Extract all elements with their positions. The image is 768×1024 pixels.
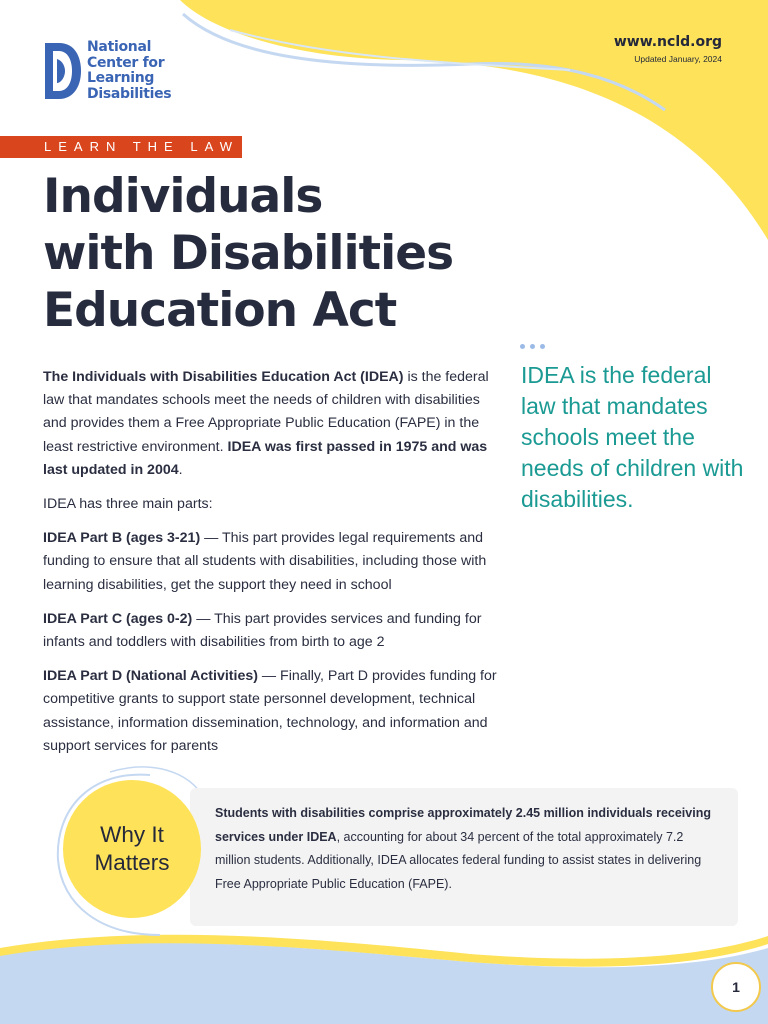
part-c-text: — This part provides services and funding for infants and toddlers with disabilities from birth to age 2 [43,610,482,651]
intro-paragraph [43,366,505,482]
part-b-paragraph [43,527,505,597]
logo-line: Disabilities [87,85,172,102]
intro-text-1: is the federal law that mandates schools meet the needs of children with disabilities and provides them a Free Appropriate Public Education (FAPE) in the least restrictive environment. [43,369,489,455]
why-it-matters-title [94,821,169,877]
part-c-paragraph [43,608,505,654]
pull-quote-dots [520,344,545,349]
dot [540,344,545,349]
part-b-label: IDEA Part B (ages 3-21) [43,530,201,547]
logo-line: National [87,39,152,55]
main-body [43,366,505,769]
logo-line: Center for [87,54,165,71]
why-it-matters-circle [63,780,201,918]
part-b-text: — This part provides legal requirements and funding to ensure that all students with disabilities, including those with learning disabilities, get the support they need in school [43,530,487,593]
intro-bold-1: The Individuals with Disabilities Education Act (IDEA) [43,369,404,385]
page-title [43,168,453,339]
part-c-label: IDEA Part C (ages 0-2) [43,610,193,627]
logo-line: Learning [87,70,155,86]
bottom-blue-wave [0,943,768,1024]
logo-text [87,40,171,102]
dot [520,344,525,349]
pull-quote: IDEA is the federal law that mandates schools meet the needs of children with disabilities. [521,362,744,512]
updated-date: Updated January, 2024 [634,54,722,64]
page-number: 1 [711,962,761,1012]
part-d-label: IDEA Part D (National Activities) [43,668,258,685]
why-title-line-2: Matters [94,850,170,875]
ncld-logo-icon [43,39,83,103]
why-title-line-1: Why It [100,822,164,847]
section-kicker: LEARN THE LAW [0,136,242,158]
ncld-logo[interactable] [43,39,171,103]
part-d-text: — Finally, Part D provides funding for competitive grants to support state personnel development, technical assistance, information dissemination, technology, and information and support services for parents [43,668,497,754]
title-line: Individuals [43,169,323,224]
site-info [614,34,722,64]
intro-text-2: . [178,461,183,478]
title-line: with Disabilities [43,226,454,281]
why-it-matters-box [190,788,738,926]
part-d-paragraph [43,665,505,758]
dot [530,344,535,349]
why-bold-text: Students with disabilities comprise approximately 2.45 million individuals receiving services under IDEA [215,806,711,844]
title-line: Education Act [43,283,397,338]
website-link[interactable]: www.ncld.org [613,34,722,50]
why-body-text: , accounting for about 34 percent of the total approximately 7.2 million students. Additionally, IDEA allocates federal funding to assist states in delivering Free Appropriate Public Education (FAPE). [215,829,702,891]
parts-intro: IDEA has three main parts: [43,496,213,513]
intro-bold-2: IDEA was first passed in 1975 and was last updated in 2004 [43,438,488,478]
